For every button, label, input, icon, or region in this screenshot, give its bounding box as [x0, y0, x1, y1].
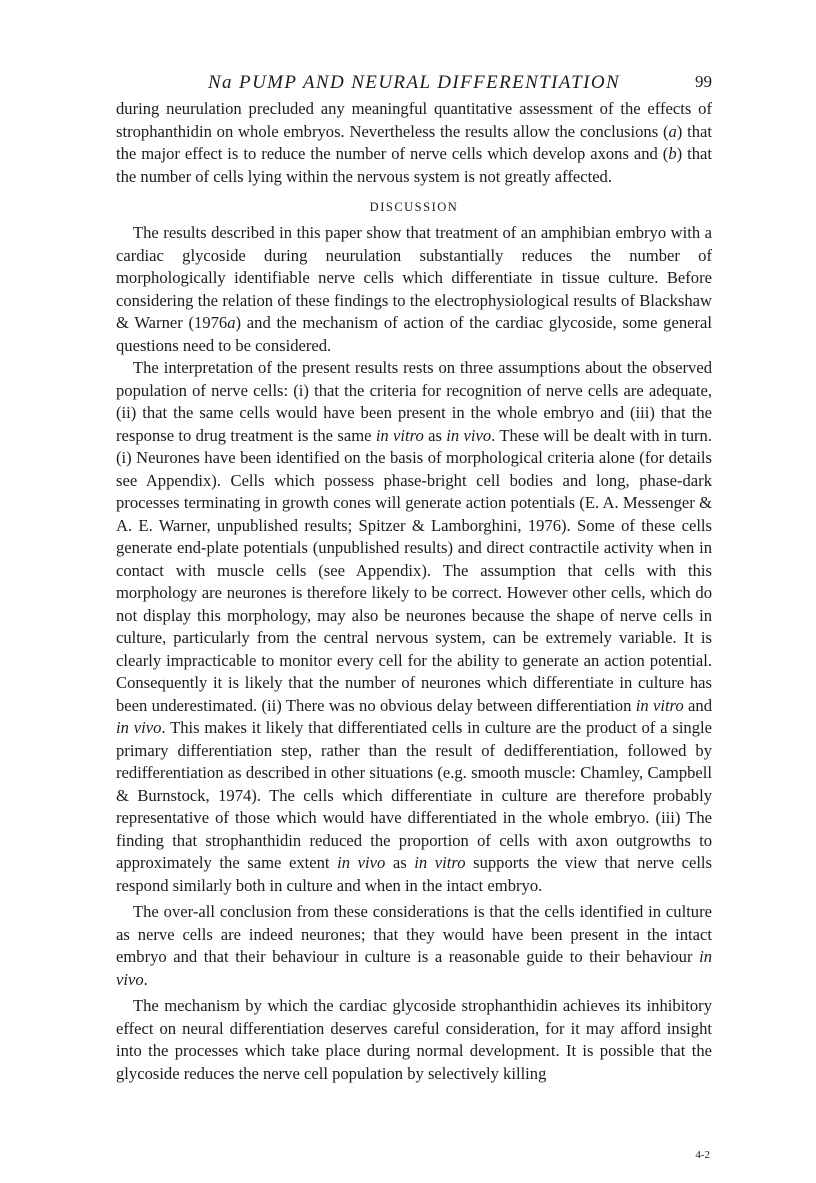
italic-text: in vivo	[116, 947, 712, 989]
text-run: The over-all conclusion from these considerations is that the cells identified in culture as nerve cells are indeed neurones; that they would have been present in the intact embryo and that their behaviour in culture is a reasonable guide to their behaviour	[116, 902, 712, 966]
running-head	[116, 70, 712, 98]
italic-text: in vitro	[635, 695, 684, 715]
italic-text: a	[668, 121, 677, 141]
italic-text: in vitro	[414, 853, 466, 872]
text-run: ) that the major effect is to reduce the number of nerve cells which develop axons and (	[116, 121, 712, 163]
section-heading-discussion: DISCUSSION	[369, 200, 459, 214]
text-run: The results described in this paper show that treatment of an amphibian embryo with a cardiac glycoside during neurulation substantially reduces the number of morphologically identifiable nerve cells which differentiate in tissue culture. Before considering the relation of these findings to the electrophysiological results of Blackshaw & Warner (1976	[116, 223, 712, 332]
text-run: The interpretation of the present results rests on three assumptions about the observed population of nerve cells: (i) that the criteria for recognition of nerve cells are adequate, (ii) that the same cells would have been present in the whole embryo and (iii) that the response to drug treatment is the same	[116, 358, 712, 445]
text-run: The mechanism by which the cardiac glycoside strophanthidin achieves its inhibitory effect on neural differentiation deserves careful consideration, for it may afford insight into the processes which take place during normal development. It is possible that the glycoside reduces the nerve cell population by selectively killing	[116, 996, 712, 1083]
text-run: as	[385, 853, 415, 872]
text-run: and	[683, 695, 713, 715]
signature-mark: 4-2	[695, 1149, 710, 1161]
text-run: ) that the number of cells lying within the nervous system is not greatly affected.	[116, 144, 713, 186]
page-number: 99	[695, 72, 712, 91]
italic-text: in vivo	[116, 718, 162, 737]
italic-text: in vivo	[337, 853, 386, 872]
paragraph-mechanism	[116, 995, 712, 1085]
text-run: as	[423, 425, 447, 445]
paragraph-conclusion	[116, 901, 712, 991]
italic-text: in vitro	[375, 425, 424, 445]
italic-text: a	[227, 313, 236, 332]
text-run: . This makes it likely that differentiated cells in culture are the product of a single primary differentiation step, rather than the result of dedifferentiation, followed by redifferentiation as described in other situations (e.g. smooth muscle: Chamley, Campbell & Burnstock, 1974). The cells which differentiate in culture are therefore probably representative of those which would have differentiated in the whole embryo. (iii) The finding that strophanthidin reduced the proportion of cells with axon outgrowths to approximately the same extent	[116, 718, 713, 872]
text-run: during neurulation precluded any meaningful quantitative assessment of the effects of strophanthidin on whole embryos. Nevertheless the results allow the conclusions (	[116, 99, 712, 141]
paper-page	[116, 70, 712, 1085]
text-run: .	[143, 969, 148, 989]
paragraph-continuation	[116, 98, 712, 188]
text-run: . These will be dealt with in turn. (i) Neurones have been identified on the basis of morphological criteria alone (for details see Appendix). Cells which possess phase-bright cell bodies and long, phase-dark processes terminating in growth cones will generate action potentials (E. A. Messenger & A. E. Warner, unpublished results; Spitzer & Lamborghini, 1976). Some of these cells generate end-plate potentials (unpublished results) and direct contractile activity when in contact with muscle cells (see Appendix). The assumption that cells with this morphology are neurones is therefore likely to be correct. However other cells, which do not display this morphology, may also be neurones because the shape of nerve cells in culture, particularly from the central nervous system, can be extremely variable. It is clearly impracticable to monitor every cell for the ability to generate an action potential. Consequently it is likely that the number of neurones which differentiate in culture has been underestimated. (ii) There was no obvious delay between differentiation	[116, 425, 712, 715]
paragraph-discussion-intro	[116, 222, 712, 357]
text-run: supports the view that nerve cells respond similarly both in culture and when in the intact embryo.	[116, 853, 712, 895]
italic-text: in vivo	[446, 425, 492, 445]
text-run: ) and the mechanism of action of the cardiac glycoside, some general questions need to be considered.	[116, 313, 713, 355]
italic-text: b	[668, 144, 677, 163]
running-title: Na PUMP AND NEURAL DIFFERENTIATION	[207, 72, 621, 93]
paragraph-assumptions	[116, 357, 712, 897]
